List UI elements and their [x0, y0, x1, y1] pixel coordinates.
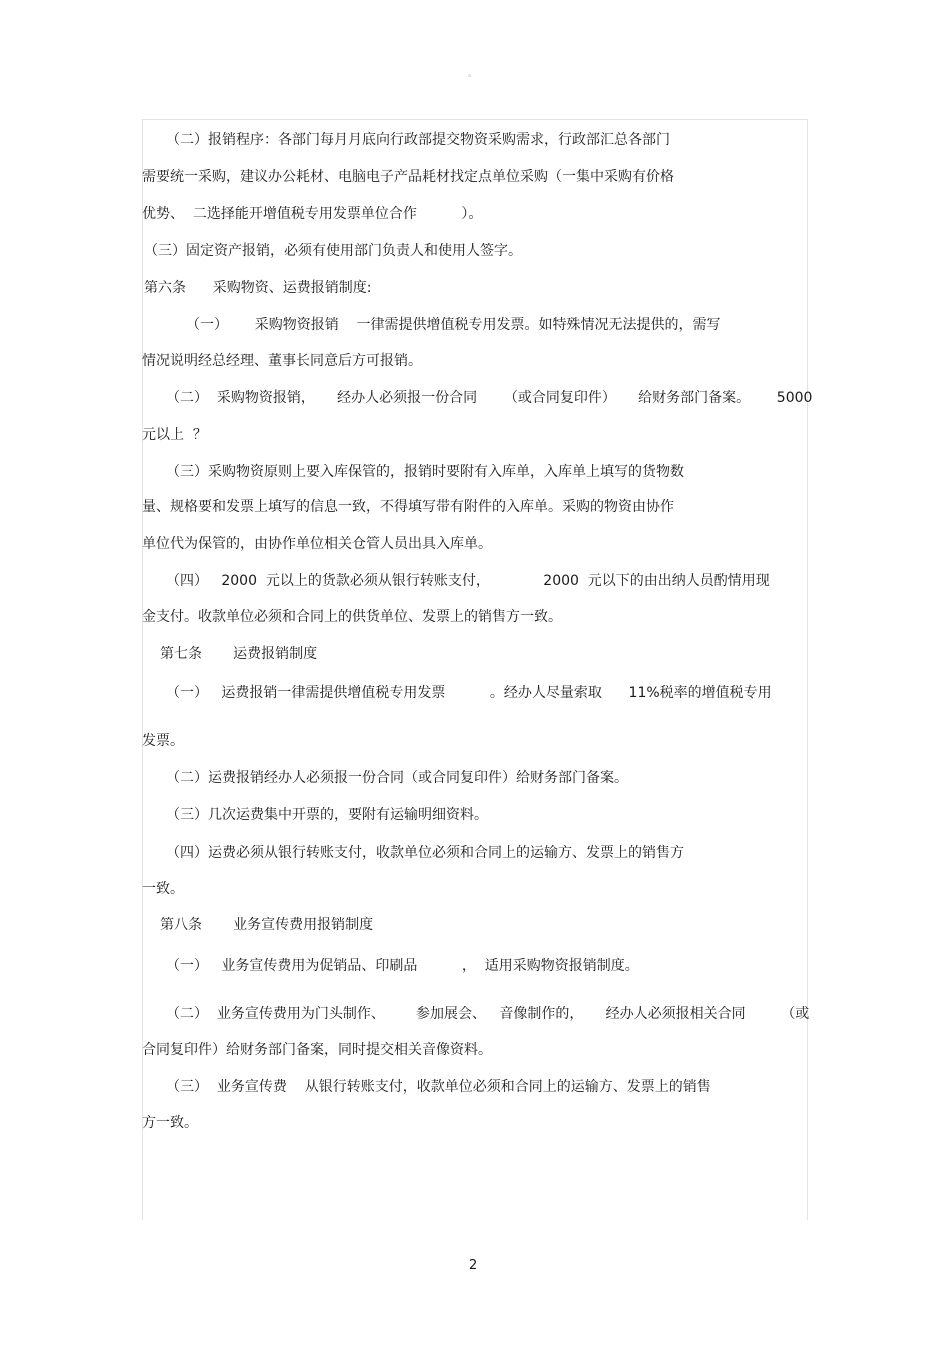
paragraph-line: （四） 2000 元以上的货款必须从银行转账支付， 2000 元以下的由出纳人员酌情用现	[166, 573, 770, 589]
paragraph-line: （二）运费报销经办人必须报一份合同（或合同复印件）给财务部门备案。	[166, 770, 628, 786]
paragraph-line: （二） 采购物资报销， 经办人必须报一份合同 （或合同复印件） 给财务部门备案。 5000	[166, 390, 813, 406]
paragraph-line: 需要统一采购，建议办公耗材、电脑电子产品耗材找定点单位采购（一集中采购有价格	[142, 169, 674, 185]
paragraph-line: 一致。	[142, 881, 184, 897]
section-heading: 第八条 业务宣传费用报销制度	[160, 917, 374, 933]
paragraph-line: （三） 业务宣传费 从银行转账支付，收款单位必须和合同上的运输方、发票上的销售	[166, 1079, 711, 1095]
paragraph-line: （三）采购物资原则上要入库保管的，报销时要附有入库单，入库单上填写的货物数	[166, 464, 684, 480]
paragraph-line: 单位代为保管的，由协作单位相关仓管人员出具入库单。	[142, 536, 492, 552]
paragraph-line: （一） 采购物资报销 一律需提供增值税专用发票。如特殊情况无法提供的，需写	[186, 317, 721, 333]
paragraph-line: （三）几次运费集中开票的，要附有运输明细资料。	[166, 807, 488, 823]
section-heading: 第七条 运费报销制度	[160, 646, 318, 662]
paragraph-line: （二）报销程序：各部门每月月底向行政部提交物资采购需求，行政部汇总各部门	[166, 132, 670, 148]
paragraph-line: 元以上 ？	[142, 427, 207, 443]
section-heading: 第六条 采购物资、运费报销制度:	[144, 280, 372, 296]
paragraph-line: （二） 业务宣传费用为门头制作、 参加展会、 音像制作的， 经办人必须报相关合同 （或	[166, 1006, 810, 1022]
header-mark: 。	[468, 69, 478, 79]
paragraph-line: 优势、 二选择能开增值税专用发票单位合作 ）。	[142, 206, 483, 222]
paragraph-line: 量、规格要和发票上填写的信息一致，不得填写带有附件的入库单。采购的物资由协作	[142, 499, 674, 515]
page-number: 2	[469, 1258, 478, 1273]
paragraph-line: 方一致。	[142, 1115, 198, 1131]
paragraph-line: 合同复印件）给财务部门备案，同时提交相关音像资料。	[142, 1042, 492, 1058]
paragraph-line: 情况说明经总经理、董事长同意后方可报销。	[142, 353, 422, 369]
paragraph-line: （一） 运费报销一律需提供增值税专用发票 。经办人尽量索取 11%税率的增值税专用	[166, 685, 772, 701]
paragraph-line: （三）固定资产报销，必须有使用部门负责人和使用人签字。	[144, 243, 522, 259]
paragraph-line: （四）运费必须从银行转账支付，收款单位必须和合同上的运输方、发票上的销售方	[166, 845, 684, 861]
paragraph-line: （一） 业务宣传费用为促销品、印刷品 ， 适用采购物资报销制度。	[166, 958, 639, 974]
paragraph-line: 金支付。收款单位必须和合同上的供货单位、发票上的销售方一致。	[142, 609, 562, 625]
paragraph-line: 发票。	[142, 733, 184, 749]
